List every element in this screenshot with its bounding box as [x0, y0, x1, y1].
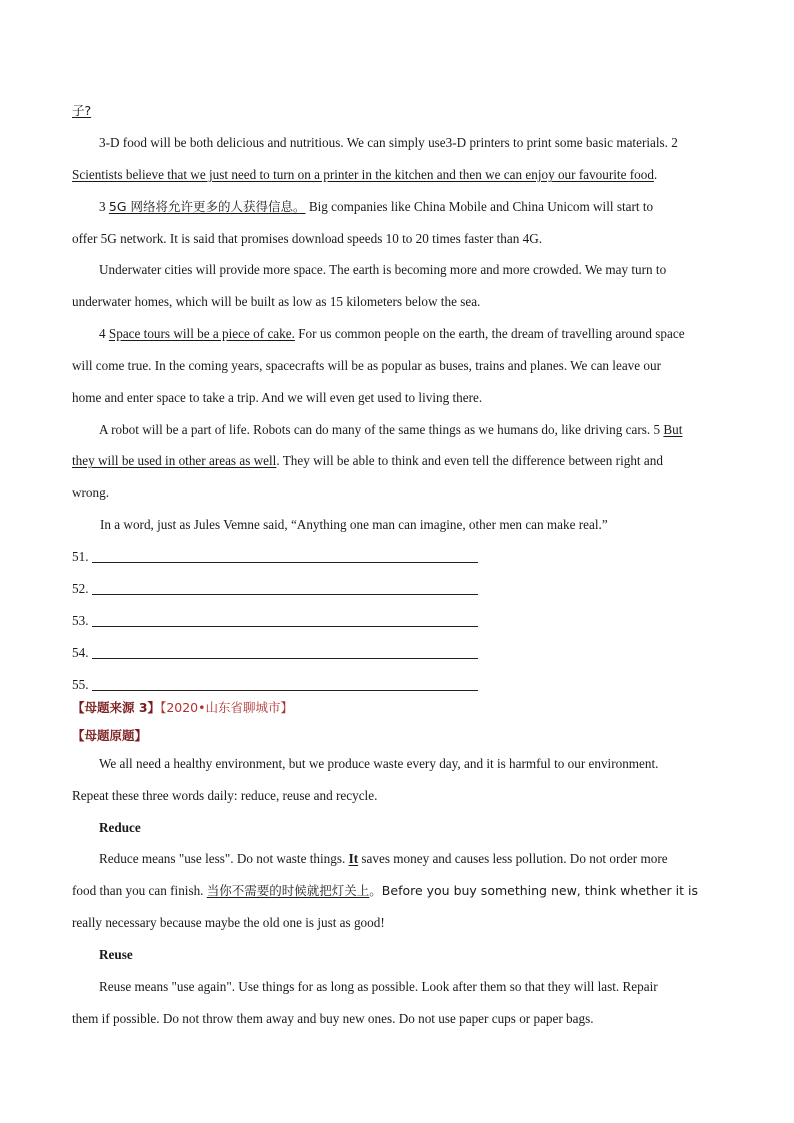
answer-number: 52.: [72, 581, 89, 596]
paragraph-3d-food-cont: [72, 166, 724, 184]
original-heading: 【母题原题】: [72, 728, 148, 743]
period: .: [653, 167, 658, 182]
paragraph-environment-cont: Repeat these three words daily: reduce, reuse and recycle.: [72, 788, 378, 803]
paragraph-space-cont2: home and enter space to take a trip. And we will even get used to living there.: [72, 390, 483, 405]
heading-reuse: Reuse: [99, 947, 133, 962]
answer-number: 53.: [72, 613, 89, 628]
underlined-sentence-5b: they will be used in other areas as well: [72, 453, 277, 468]
item-number: 4: [99, 326, 109, 341]
underlined-sentence-4: Space tours will be a piece of cake.: [108, 326, 295, 341]
answer-rule: [92, 690, 478, 691]
answer-number: 54.: [72, 645, 89, 660]
paragraph-robot: [99, 421, 724, 439]
text-run: For us common people on the earth, the dream of travelling around space: [294, 326, 685, 341]
text-run: Reduce means "use less". Do not waste things.: [99, 851, 349, 866]
answer-line-51[interactable]: [72, 548, 88, 566]
paragraph-space-cont: will come true. In the coming years, spacecrafts will be as popular as buses, trains and planes. We can leave our: [72, 358, 661, 373]
text-run: . They will be able to think and even tell the difference between right and: [276, 453, 663, 468]
answer-number: 55.: [72, 677, 89, 692]
paragraph-underwater: Underwater cities will provide more space. The earth is becoming more and more crowded. We may turn to: [99, 262, 667, 277]
underlined-sentence-3: 5G 网络将允许更多的人获得信息。: [108, 199, 306, 214]
text-run: A robot will be a part of life. Robots can do many of the same things as we humans do, like driving cars. 5: [99, 422, 664, 437]
paragraph-5g-cont: offer 5G network. It is said that promises download speeds 10 to 20 times faster than 4G.: [72, 231, 543, 246]
answer-rule: [92, 562, 478, 563]
line-fragment: 子?: [72, 103, 92, 118]
source-year: 【2020•山东省聊城市】: [160, 700, 293, 715]
paragraph-robot-cont2: wrong.: [72, 485, 109, 500]
paragraph-underwater-cont: underwater homes, which will be built as low as 15 kilometers below the sea.: [72, 294, 481, 309]
paragraph-environment: We all need a healthy environment, but we produce waste every day, and it is harmful to our environment.: [99, 756, 659, 771]
paragraph-reuse: Reuse means "use again". Use things for as long as possible. Look after them so that they will last. Repair: [99, 979, 658, 994]
paragraph-conclusion: In a word, just as Jules Vemne said, “Anything one man can imagine, other men can make real.”: [100, 517, 608, 532]
heading-reduce: Reduce: [99, 820, 141, 835]
underlined-sentence-5a: But: [663, 422, 683, 437]
answer-rule: [92, 594, 478, 595]
answer-rule: [92, 658, 478, 659]
paragraph-robot-cont: [72, 452, 724, 470]
underlined-sentence-2: Scientists believe that we just need to turn on a printer in the kitchen and then we can enjoy our favourite food: [72, 167, 654, 182]
paragraph-reuse-cont: them if possible. Do not throw them away and buy new ones. Do not use paper cups or paper bags.: [72, 1011, 594, 1026]
text-run: saves money and causes less pollution. Do not order more: [358, 851, 668, 866]
text-run: Big companies like China Mobile and China Unicom will start to: [305, 199, 654, 214]
paragraph-3d-food: 3-D food will be both delicious and nutritious. We can simply use3-D printers to print some basic materials. 2: [99, 135, 678, 150]
paragraph-space: [99, 325, 724, 343]
answer-number: 51.: [72, 549, 89, 564]
paragraph-reduce: [99, 850, 724, 868]
item-number: 3: [99, 199, 109, 214]
bold-underlined-word: It: [348, 851, 359, 866]
paragraph-reduce-cont: [72, 882, 724, 900]
underlined-chinese-sentence: 当你不需要的时候就把灯关上: [206, 883, 370, 898]
source-label: 【母题来源 3】: [72, 700, 161, 715]
text-run: food than you can finish.: [72, 883, 207, 898]
answer-line-52[interactable]: [72, 580, 88, 598]
source-heading: [72, 699, 724, 717]
text-run: 。Before you buy something new, think whether it is: [369, 883, 698, 898]
paragraph-5g: [99, 198, 724, 216]
answer-rule: [92, 626, 478, 627]
answer-line-55[interactable]: [72, 676, 88, 694]
answer-line-54[interactable]: [72, 644, 88, 662]
paragraph-reduce-cont2: really necessary because maybe the old one is just as good!: [72, 915, 385, 930]
answer-line-53[interactable]: [72, 612, 88, 630]
